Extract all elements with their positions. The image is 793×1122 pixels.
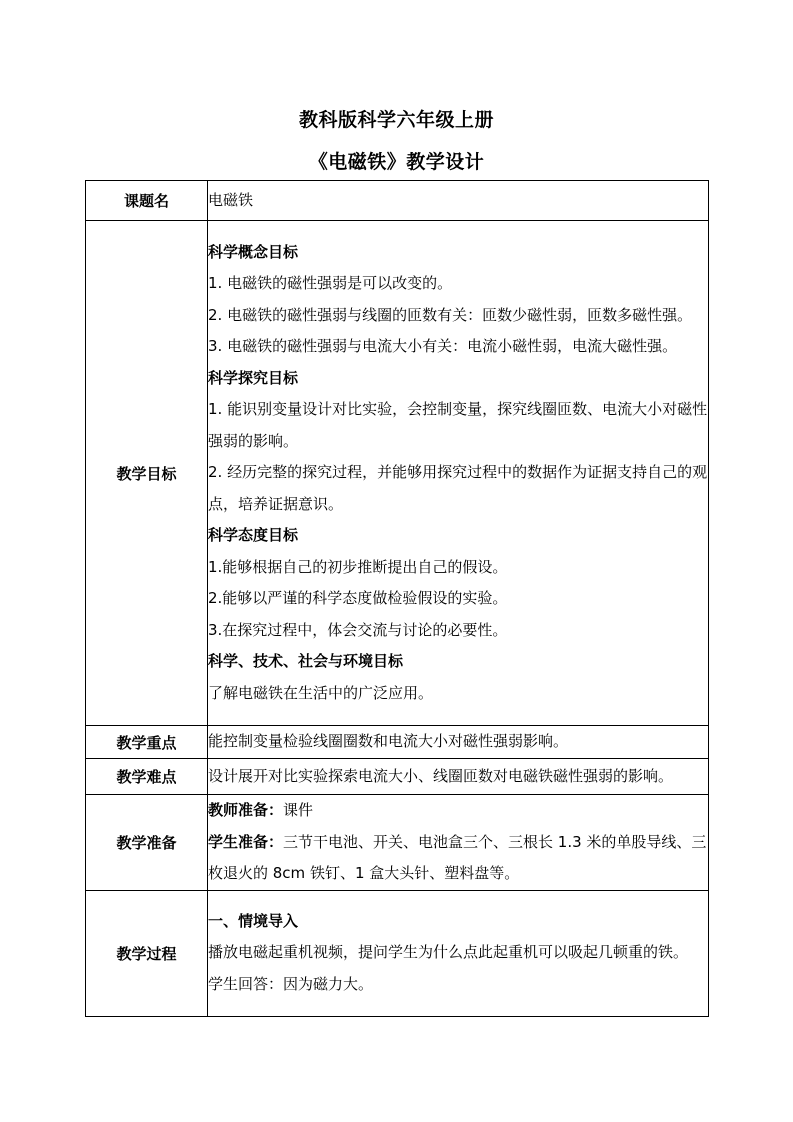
topic-value: 电磁铁 (208, 181, 709, 221)
row-label-preparation: 教学准备 (86, 795, 208, 891)
goals-content (208, 221, 709, 726)
student-preparation (208, 827, 708, 890)
preparation-content (208, 795, 709, 891)
inquiry-goal-item: 2. 经历完整的探究过程，并能够用探究过程中的数据作为证据支持自己的观点，培养证据意识。 (208, 463, 708, 513)
attitude-goal-heading: 科学态度目标 (208, 526, 299, 545)
attitude-goal-item: 2.能够以严谨的科学态度做检验假设的实验。 (208, 589, 508, 608)
document-title: 教科版科学六年级上册 (298, 109, 494, 131)
process-section-heading: 一、情境导入 (208, 911, 299, 930)
table-row-topic (86, 181, 709, 221)
concept-goal-item: 3. 电磁铁的磁性强弱与电流大小有关：电流小磁性弱，电流大磁性强。 (208, 337, 678, 356)
lesson-plan-table (85, 180, 709, 1017)
teacher-preparation-value: 课件 (283, 801, 314, 819)
concept-goal-heading: 科学概念目标 (208, 242, 299, 261)
concept-goal-item: 1. 电磁铁的磁性强弱是可以改变的。 (208, 274, 453, 293)
difficulties-value: 设计展开对比实验探索电流大小、线圈匝数对电磁铁磁性强弱的影响。 (208, 759, 709, 795)
attitude-goal-item: 1.能够根据自己的初步推断提出自己的假设。 (208, 557, 508, 576)
attitude-goal-item: 3.在探究过程中，体会交流与讨论的必要性。 (208, 620, 508, 639)
row-label-key-points: 教学重点 (86, 726, 208, 759)
inquiry-goal-item: 1. 能识别变量设计对比实验，会控制变量，探究线圈匝数、电流大小对磁性强弱的影响。 (208, 400, 708, 450)
process-content (208, 890, 709, 1016)
table-row-process (86, 890, 709, 1016)
row-label-topic: 课题名 (86, 181, 208, 221)
row-label-process: 教学过程 (86, 890, 208, 1016)
sts-goal-item: 了解电磁铁在生活中的广泛应用。 (208, 683, 434, 702)
sts-goal-heading: 科学、技术、社会与环境目标 (208, 652, 404, 671)
teacher-preparation (208, 795, 708, 827)
inquiry-goal-heading: 科学探究目标 (208, 368, 299, 387)
student-preparation-value: 三节干电池、开关、电池盒三个、三根长 1.3 米的单股导线、三枚退火的 8cm 铁钉、1 盒大头针、塑料盘等。 (208, 832, 707, 882)
table-row-difficulties (86, 759, 709, 795)
row-label-goals: 教学目标 (86, 221, 208, 726)
table-row-goals (86, 221, 709, 726)
teacher-preparation-label: 教师准备： (208, 801, 284, 819)
table-row-key-points (86, 726, 709, 759)
process-line: 学生回答：因为磁力大。 (208, 974, 374, 993)
process-line: 播放电磁起重机视频，提问学生为什么点此起重机可以吸起几顿重的铁。 (208, 943, 689, 962)
student-preparation-label: 学生准备： (208, 832, 284, 851)
table-row-preparation (86, 795, 709, 891)
concept-goal-item: 2. 电磁铁的磁性强弱与线圈的匝数有关：匝数少磁性弱，匝数多磁性强。 (208, 305, 693, 324)
document-subtitle: 《电磁铁》教学设计 (308, 151, 485, 173)
row-label-difficulties: 教学难点 (86, 759, 208, 795)
key-points-value: 能控制变量检验线圈圈数和电流大小对磁性强弱影响。 (208, 726, 709, 759)
